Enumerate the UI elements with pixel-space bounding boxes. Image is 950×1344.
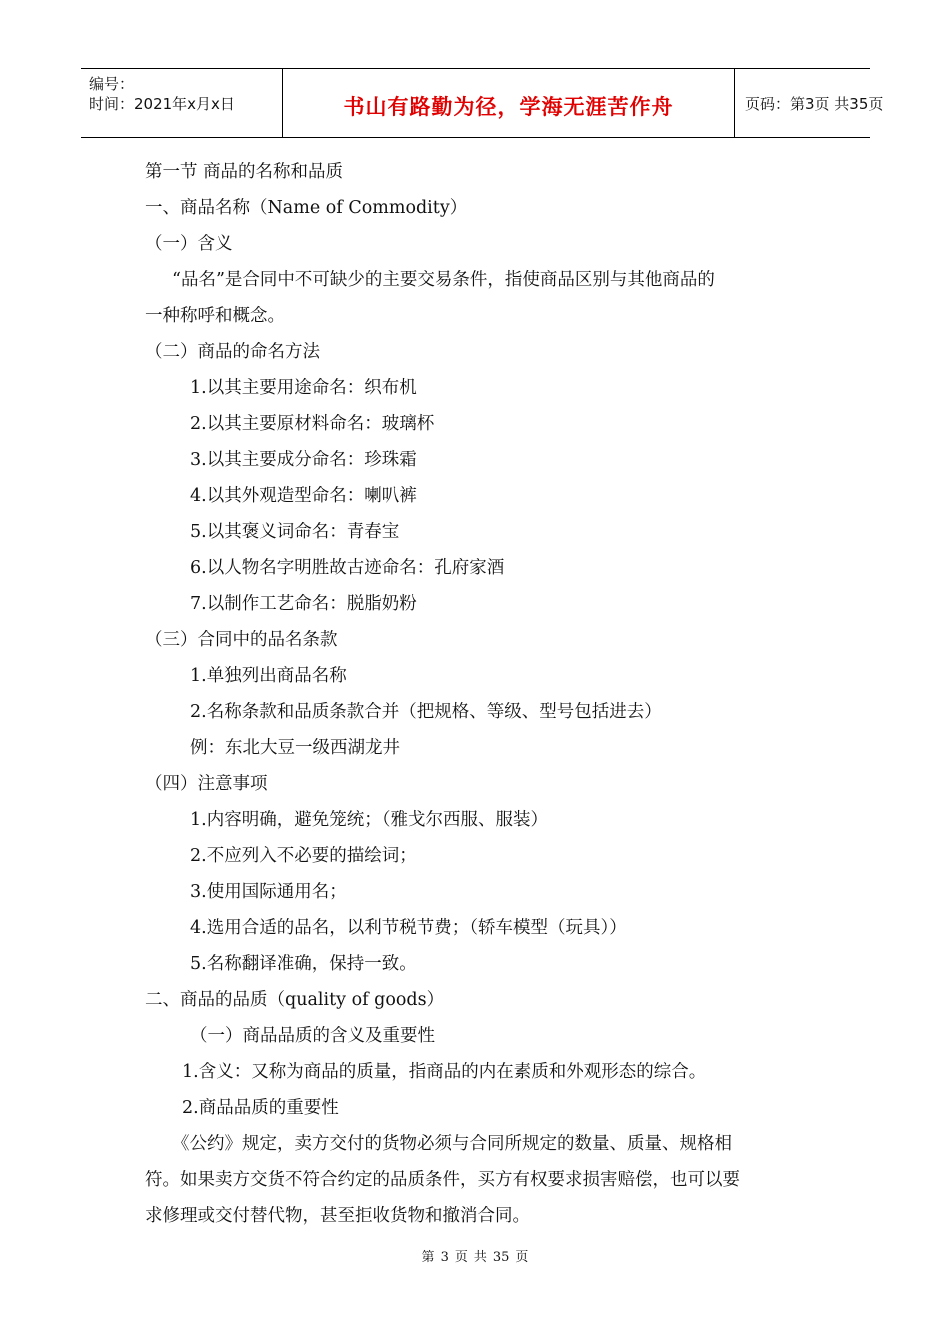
footer-page-number: 3	[440, 1250, 449, 1265]
list-item: 2.以其主要原材料命名：玻璃杯	[190, 414, 435, 434]
paragraph-line: 《公约》规定，卖方交付的货物必须与合同所规定的数量、质量、规格相	[172, 1134, 732, 1154]
subsection-heading: 一、商品名称（Name of Commodity）	[145, 198, 468, 218]
paragraph-line: 符。如果卖方交货不符合约定的品质条件，买方有权要求损害赔偿，也可以要	[145, 1170, 740, 1190]
paragraph-line: “品名”是合同中不可缺少的主要交易条件，指使商品区别与其他商品的	[172, 270, 715, 290]
list-item: 1.含义：又称为商品的质量，指商品的内在素质和外观形态的综合。	[182, 1062, 707, 1082]
footer-text: 第	[421, 1250, 435, 1265]
list-item: 2.名称条款和品质条款合并（把规格、等级、型号包括进去）	[190, 702, 662, 722]
header-meta-cell	[81, 69, 283, 137]
list-item: 7.以制作工艺命名：脱脂奶粉	[190, 594, 417, 614]
subsection-heading: 二、商品的品质（quality of goods）	[145, 990, 445, 1010]
example-line: 例：东北大豆一级西湖龙井	[190, 738, 400, 758]
list-item: 1.单独列出商品名称	[190, 666, 347, 686]
list-item: 2.商品品质的重要性	[182, 1098, 339, 1118]
paragraph-line: 一种称呼和概念。	[145, 306, 285, 326]
footer-text: 共	[473, 1250, 487, 1265]
page-header	[81, 68, 884, 138]
list-item: 5.名称翻译准确，保持一致。	[190, 954, 417, 974]
subheading: （三）合同中的品名条款	[145, 630, 338, 650]
list-item: 1.内容明确，避免笼统；（雅戈尔西服、服装）	[190, 810, 548, 830]
header-motto: 书山有路勤为径，学海无涯苦作舟	[343, 95, 674, 119]
doc-time-label: 时间：2021年x月x日	[89, 95, 235, 113]
subheading: （二）商品的命名方法	[145, 342, 320, 362]
list-item: 4.以其外观造型命名：喇叭裤	[190, 486, 417, 506]
list-item: 4.选用合适的品名，以利节税节费；（轿车模型（玩具））	[190, 918, 627, 938]
paragraph-line: 求修理或交付替代物，甚至拒收货物和撤消合同。	[145, 1206, 530, 1226]
footer-text: 页	[454, 1250, 468, 1265]
subheading: （一）含义	[145, 234, 233, 254]
page-footer	[0, 1246, 950, 1265]
header-motto-cell	[283, 69, 735, 137]
subheading: （一）商品品质的含义及重要性	[190, 1026, 435, 1046]
subheading: （四）注意事项	[145, 774, 268, 794]
list-item: 5.以其褒义词命名：青春宝	[190, 522, 400, 542]
list-item: 1.以其主要用途命名：织布机	[190, 378, 417, 398]
header-page-info: 页码：第3页 共35页	[745, 95, 884, 113]
list-item: 3.以其主要成分命名：珍珠霜	[190, 450, 417, 470]
doc-number-label: 编号：	[89, 75, 135, 93]
footer-text: 页	[515, 1250, 529, 1265]
section-heading: 第一节 商品的名称和品质	[145, 162, 344, 182]
list-item: 3.使用国际通用名；	[190, 882, 347, 902]
list-item: 6.以人物名字明胜故古迹命名：孔府家酒	[190, 558, 505, 578]
header-page-cell	[735, 69, 884, 137]
footer-total-pages: 35	[492, 1250, 510, 1265]
list-item: 2.不应列入不必要的描绘词；	[190, 846, 417, 866]
